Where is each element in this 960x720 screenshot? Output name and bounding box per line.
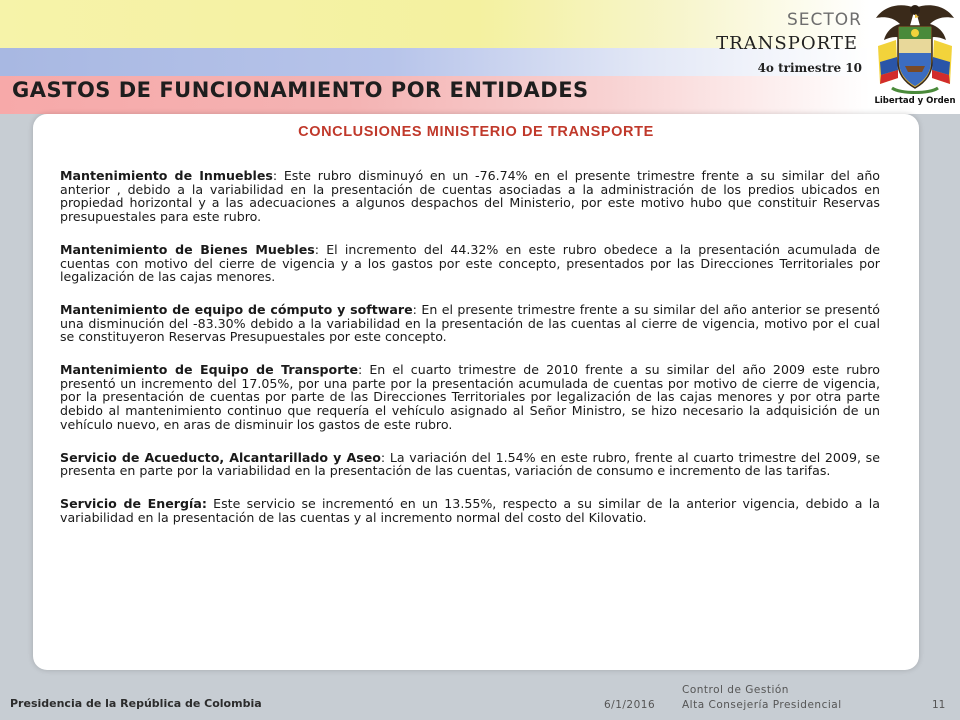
paragraph-text: : En el cuarto trimestre de 2010 frente a su similar del año 2009 este rubro presentó un incremento del 17.05%, por una parte por la presentación acumulada de cuentas por motivo de cierre de vigencia, por la presentación de cuentas por parte de las Direcciones Territoriales por legalización de las cajas menores y por otra parte debido al mantenimiento continuo que requería el vehículo asignado al Señor Ministro, se hizo necesario la adquisición de un vehículo nuevo, en aras de disminuir los gastos de este rubro. xyxy=(60,362,880,432)
seal-caption: Libertad y Orden xyxy=(874,96,956,106)
paragraph-energia xyxy=(60,497,880,524)
transporte-label: TRANSPORTE xyxy=(716,33,858,54)
paragraph-text: : El incremento del 44.32% en este rubro obedece a la presentación acumulada de cuentas con motivo del cierre de vigencia y a los gastos por este concepto, presentados por las Direcciones Territoriales por legalización de las cajas menores. xyxy=(60,241,881,285)
paragraph-text: Este servicio se incrementó en un 13.55%, respecto a su similar de la anterior vigencia, debido a la variabilidad en la presentación de las cuentas y al incremento normal del costo del Kilovatio. xyxy=(60,495,880,525)
paragraph-inmuebles xyxy=(60,169,880,224)
paragraph-equipo-transporte xyxy=(60,363,880,432)
paragraph-text: : En el presente trimestre frente a su similar del año anterior se presentó una disminución del -83.30% debido a la variabilidad en la presentación de las cuentas al cierre de vigencia, motivo por el cual se constituyeron Reservas Presupuestales por este concepto. xyxy=(60,301,880,345)
coat-of-arms xyxy=(870,0,960,114)
paragraph-computo-software xyxy=(60,303,880,344)
quarter-label: 4o trimestre 10 xyxy=(757,61,862,75)
coat-of-arms-icon xyxy=(870,0,960,96)
page-title: GASTOS DE FUNCIONAMIENTO POR ENTIDADES xyxy=(12,78,589,102)
paragraph-bienes-muebles xyxy=(60,243,880,284)
conclusions-list xyxy=(60,169,880,543)
footer-department xyxy=(682,683,842,713)
page-number: 11 xyxy=(932,699,946,711)
paragraph-title: Mantenimiento de Bienes Muebles xyxy=(60,241,315,257)
card-heading: CONCLUSIONES MINISTERIO DE TRANSPORTE xyxy=(298,124,654,140)
footer-department-line2: Alta Consejería Presidencial xyxy=(682,699,842,711)
paragraph-title: Mantenimiento de equipo de cómputo y software xyxy=(60,301,413,317)
paragraph-text: : Este rubro disminuyó en un -76.74% en el presente trimestre frente a su similar del año anterior , debido a la variabilidad en la presentación de cuentas asociadas a la administración de los predios ubicados en propiedad horizontal y a las adecuaciones a algunos despachos del Ministerio, por este motivo hubo que constituir Reservas presupuestales para este rubro. xyxy=(60,168,881,225)
paragraph-title: Servicio de Acueducto, Alcantarillado y Aseo xyxy=(60,449,381,465)
footer-department-line1: Control de Gestión xyxy=(682,684,789,696)
paragraph-title: Servicio de Energía: xyxy=(60,495,207,511)
paragraph-title: Mantenimiento de Equipo de Transporte xyxy=(60,362,358,378)
footer-date: 6/1/2016 xyxy=(604,699,656,711)
paragraph-text: : La variación del 1.54% en este rubro, frente al cuarto trimestre del 2009, se presenta en parte por la variabilidad en la presentación de las cuentas, variación de consumo e incremento de las tarifas. xyxy=(60,449,880,479)
conclusions-card xyxy=(33,114,919,670)
footer-organization: Presidencia de la República de Colombia xyxy=(10,697,262,710)
paragraph-acueducto xyxy=(60,451,880,478)
paragraph-title: Mantenimiento de Inmuebles xyxy=(60,168,273,183)
sector-label: SECTOR xyxy=(787,10,862,30)
